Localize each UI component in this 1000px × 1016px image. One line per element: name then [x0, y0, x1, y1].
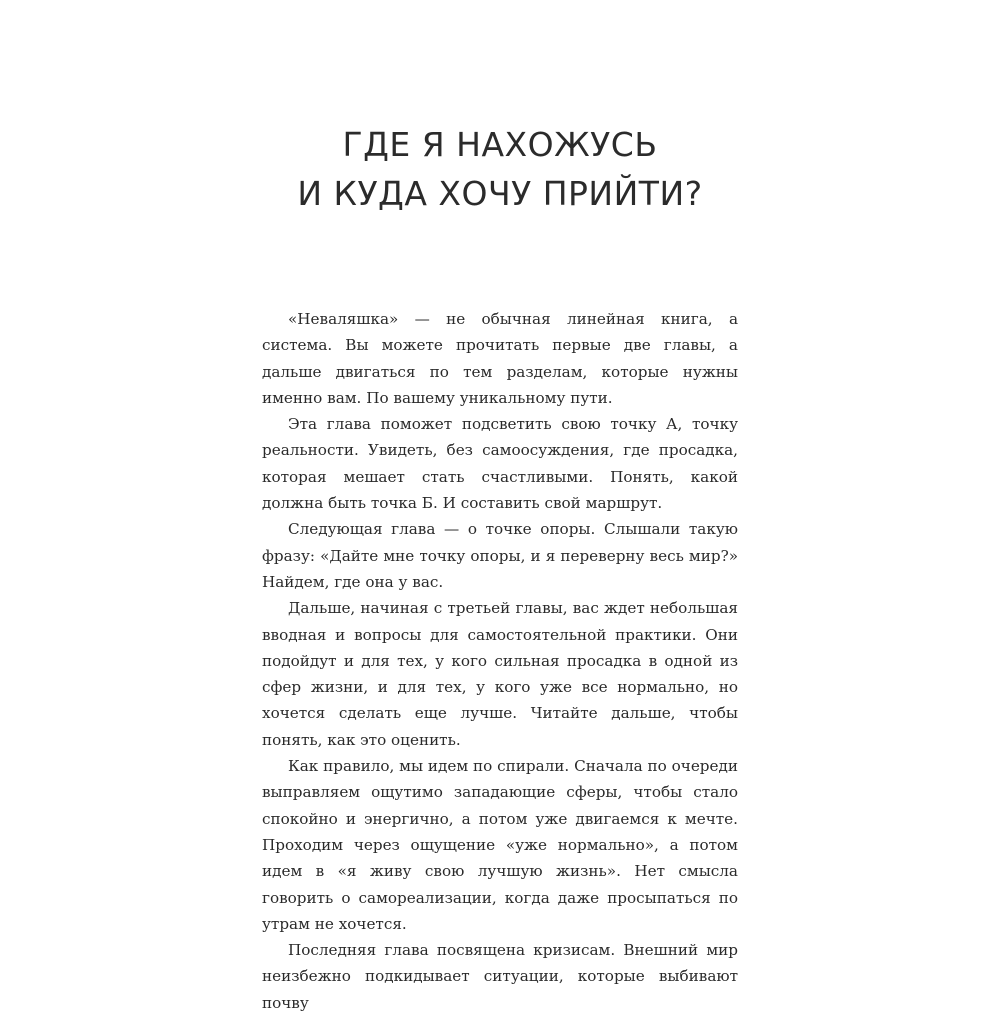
body-text — [262, 306, 738, 1016]
paragraph: Эта глава поможет подсветить свою точку А, точку реальности. Увидеть, без самоосуждения, где просадка, которая мешает стать счастливыми. Понять, какой должна быть точка Б. И составить свой маршрут. — [262, 415, 738, 513]
chapter-title — [260, 120, 740, 218]
paragraph: «Неваляшка» — не обычная линейная книга, а система. Вы можете прочитать первые две главы, а дальше двигаться по тем разделам, которые нужны именно вам. По вашему уникальному пути. — [262, 310, 738, 407]
chapter-title-line-1: ГДЕ Я НАХОЖУСЬ — [342, 125, 658, 164]
chapter-title-line-2: И КУДА ХОЧУ ПРИЙТИ? — [297, 174, 703, 213]
paragraph: Как правило, мы идем по спирали. Сначала по очереди выправляем ощутимо западающие сферы, чтобы стало спокойно и энергично, а потом уже двигаемся к мечте. Проходим через ощущение «уже нормально», а потом идем в «я живу свою лучшую жизнь». Нет смысла говорить о самореализации, когда даже просыпаться по утрам не хочется. — [262, 757, 738, 933]
paragraph: Дальше, начиная с третьей главы, вас ждет небольшая вводная и вопросы для самостоятельной практики. Они подойдут и для тех, у кого сильная просадка в одной из сфер жизни, и для тех, у кого уже все нормально, но хочется сделать еще лучше. Читайте дальше, чтобы понять, как это оценить. — [262, 599, 738, 749]
paragraph: Последняя глава посвящена кризисам. Внешний мир неизбежно подкидывает ситуации, которые выбивают почву — [262, 941, 738, 1012]
paragraph: Следующая глава — о точке опоры. Слышали такую фразу: «Дайте мне точку опоры, и я переверну весь мир?» Найдем, где она у вас. — [262, 520, 738, 591]
